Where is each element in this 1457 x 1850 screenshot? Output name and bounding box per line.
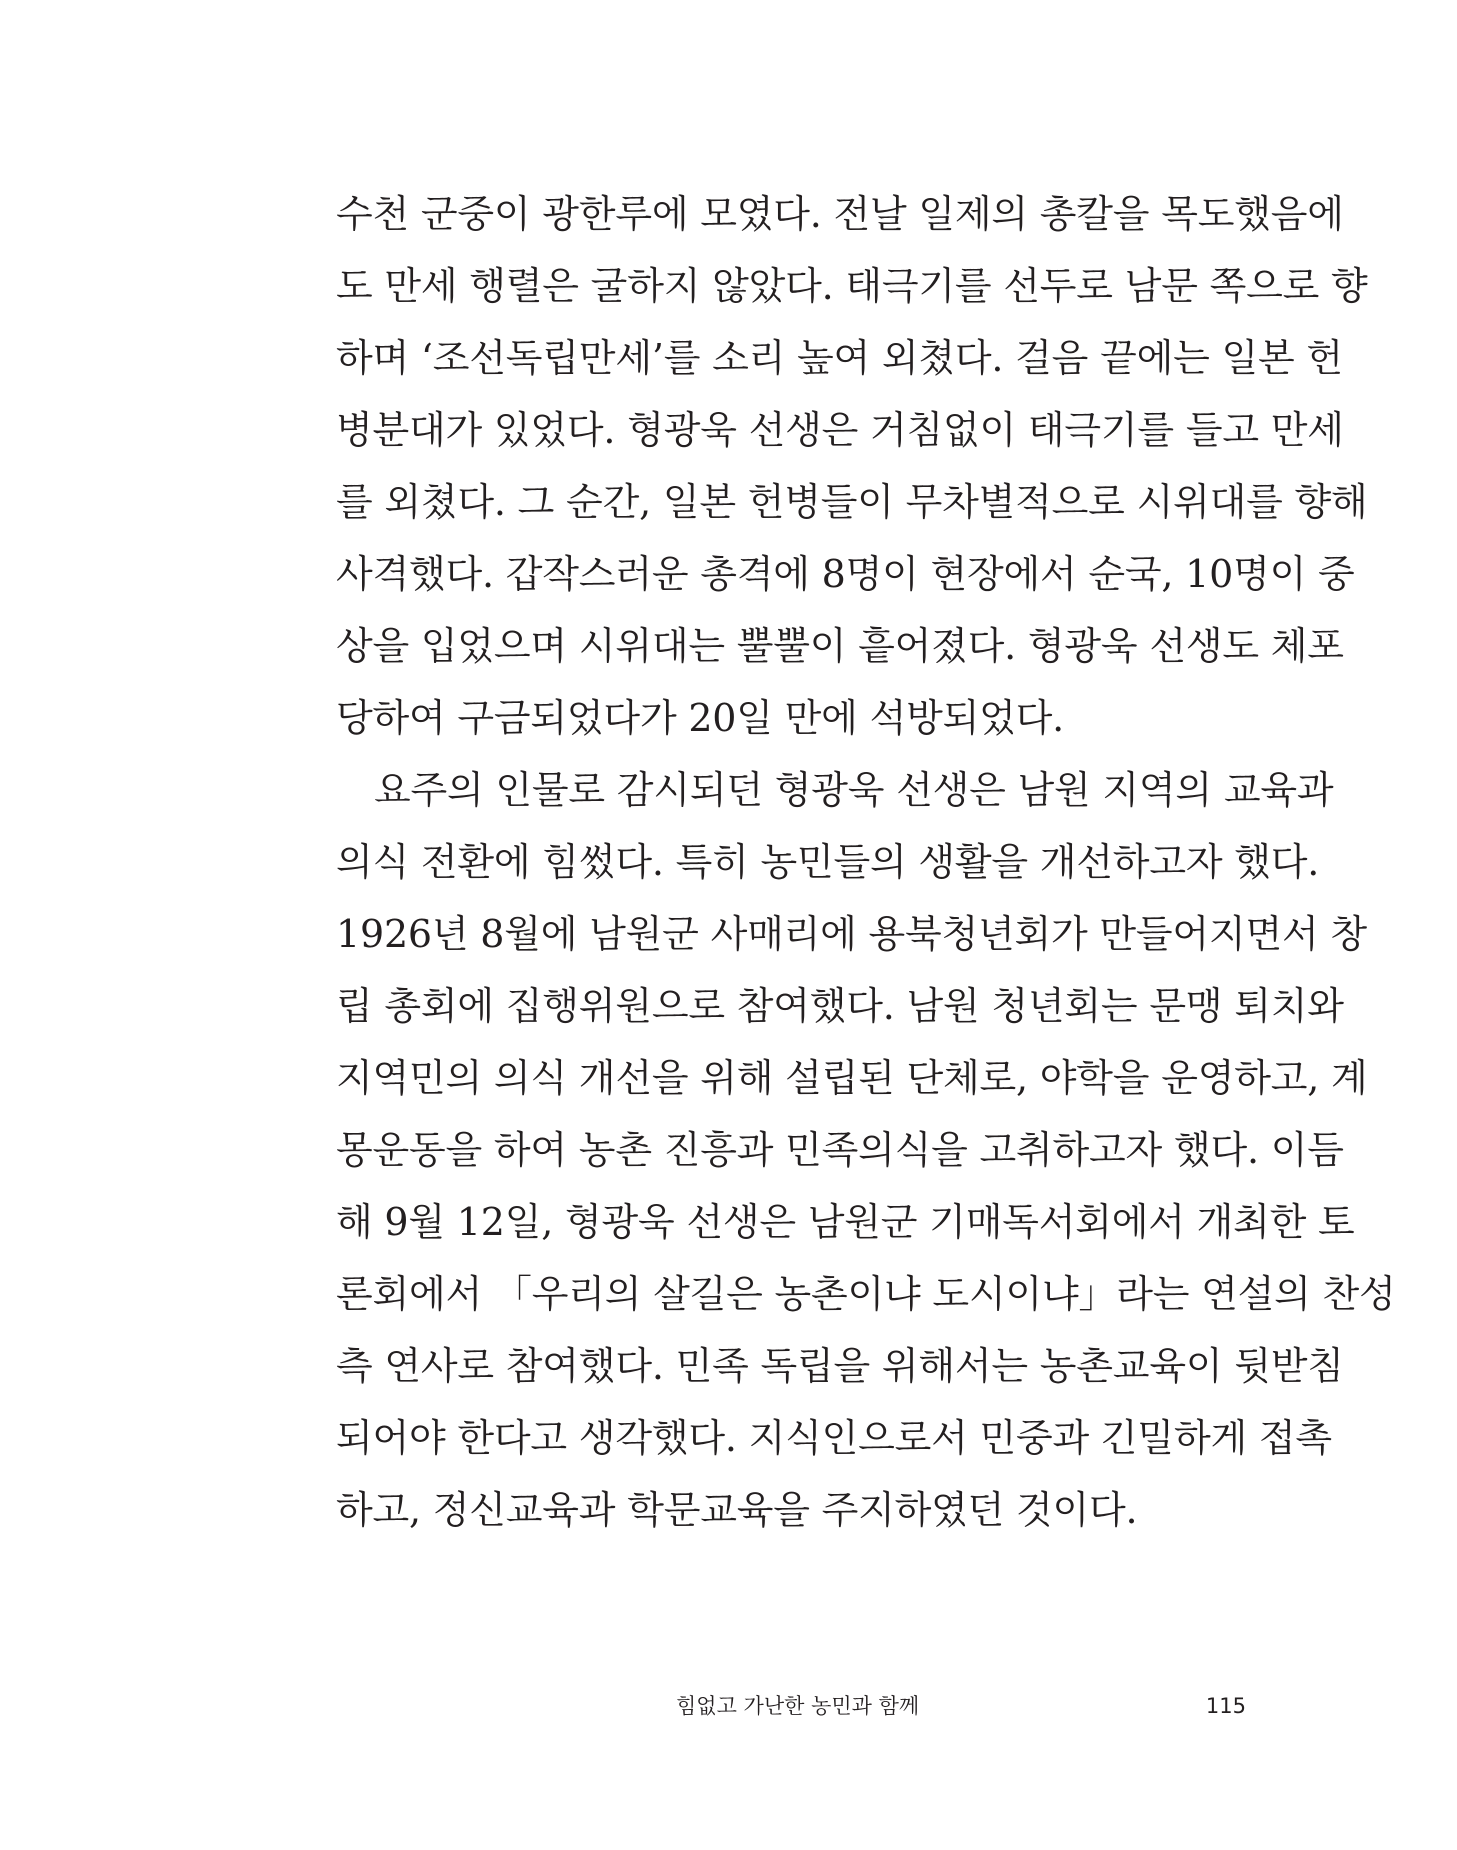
text-line: 측 연사로 참여했다. 민족 독립을 위해서는 농촌교육이 뒷받침: [336, 1344, 1344, 1388]
page-body: [336, 178, 1396, 1546]
text-line: 의식 전환에 힘썼다. 특히 농민들의 생활을 개선하고자 했다.: [336, 840, 1320, 884]
text-line: 하며 ‘조선독립만세’를 소리 높여 외쳤다. 걸음 끝에는 일본 헌: [336, 336, 1343, 380]
text-line: 1926년 8월에 남원군 사매리에 용북청년회가 만들어지면서 창: [336, 912, 1367, 956]
text-line: 지역민의 의식 개선을 위해 설립된 단체로, 야학을 운영하고, 계: [336, 1056, 1368, 1100]
text-line: 도 만세 행렬은 굴하지 않았다. 태극기를 선두로 남문 쪽으로 향: [336, 264, 1368, 308]
running-title: 힘없고 가난한 농민과 함께: [676, 1694, 920, 1718]
text-line: 해 9월 12일, 형광욱 선생은 남원군 기매독서회에서 개최한 토: [336, 1200, 1355, 1244]
page-number: 115: [1205, 1694, 1246, 1718]
text-line: 립 총회에 집행위원으로 참여했다. 남원 청년회는 문맹 퇴치와: [336, 984, 1344, 1028]
text-line: 당하여 구금되었다가 20일 만에 석방되었다.: [336, 696, 1064, 740]
paragraph-2: [336, 754, 1396, 1546]
text-line: 수천 군중이 광한루에 모였다. 전날 일제의 총칼을 목도했음에: [336, 192, 1344, 236]
text-line: 몽운동을 하여 농촌 진흥과 민족의식을 고취하고자 했다. 이듬: [336, 1128, 1344, 1172]
text-line: 론회에서 「우리의 살길은 농촌이냐 도시이냐」라는 연설의 찬성: [336, 1272, 1396, 1316]
text-line: 를 외쳤다. 그 순간, 일본 헌병들이 무차별적으로 시위대를 향해: [336, 480, 1368, 524]
text-line: 상을 입었으며 시위대는 뿔뿔이 흩어졌다. 형광욱 선생도 체포: [336, 624, 1344, 668]
text-line: 요주의 인물로 감시되던 형광욱 선생은 남원 지역의 교육과: [374, 768, 1334, 812]
text-line: 되어야 한다고 생각했다. 지식인으로서 민중과 긴밀하게 접촉: [336, 1416, 1332, 1460]
text-line: 병분대가 있었다. 형광욱 선생은 거침없이 태극기를 들고 만세: [336, 408, 1344, 452]
paragraph-1: [336, 178, 1368, 754]
text-line: 사격했다. 갑작스러운 총격에 8명이 현장에서 순국, 10명이 중: [336, 552, 1355, 596]
page-footer: [0, 1686, 1457, 1726]
text-line: 하고, 정신교육과 학문교육을 주지하였던 것이다.: [336, 1488, 1138, 1532]
